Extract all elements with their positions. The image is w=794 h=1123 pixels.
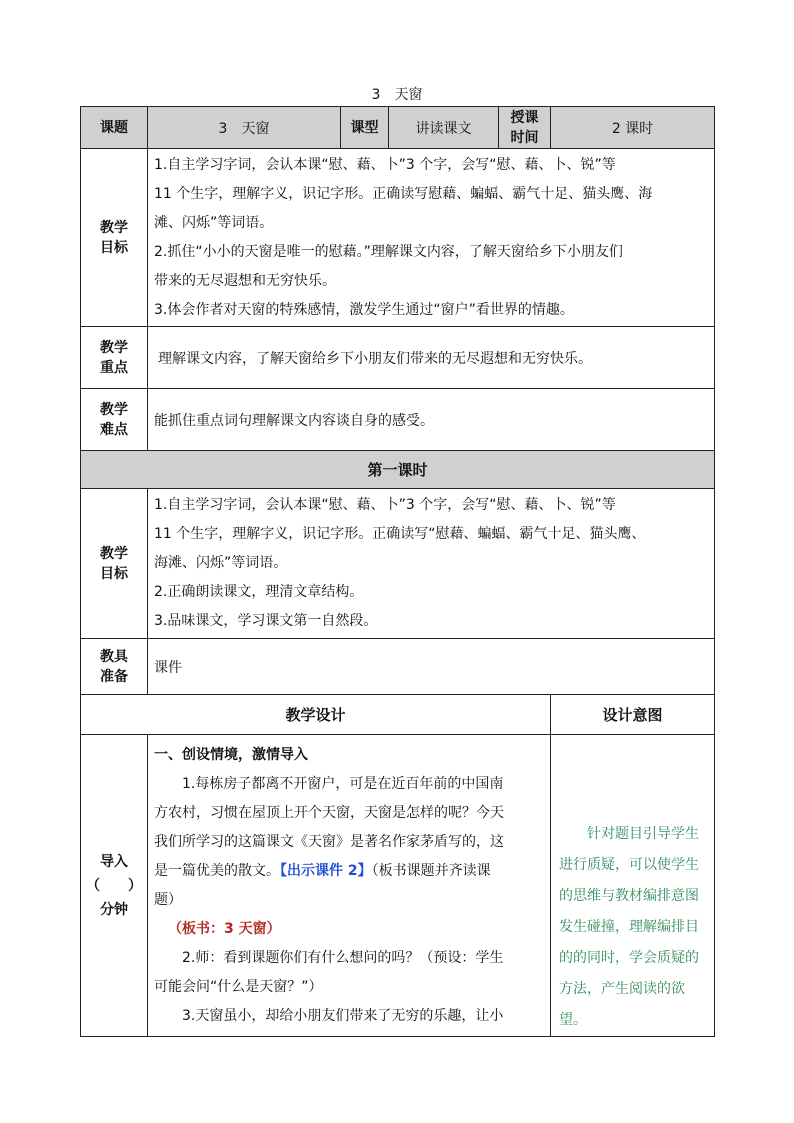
intent-line: 意图发生碰撞，理解编	[559, 888, 699, 935]
paragraph-text: 是一篇优美的散文。	[154, 863, 280, 879]
difficulties-label	[81, 389, 148, 451]
goal-line: 1.自主学习字词，会认本课“慰、藉、卜”3 个字，会写“慰、藉、卜、锐”等	[154, 156, 616, 173]
lesson-goals-label	[81, 489, 148, 639]
lesson-goals-row	[81, 489, 715, 639]
intent-line: 生的思维与教材编排	[559, 857, 699, 904]
intro-label-line-1: 导入	[100, 853, 128, 870]
paragraph-line: 1.每栋房子都离不开窗户，可是在近百年前的中国南	[182, 776, 504, 792]
paragraph-line: 题）	[154, 892, 182, 908]
difficulties-text: 能抓住重点词句理解课文内容谈自身的感受。	[148, 389, 715, 451]
lesson-goal-line: 2.正确朗读课文，理清文章结构。	[154, 584, 364, 600]
design-header: 教学设计	[81, 695, 551, 735]
intent-line: 生进行质疑，可以使学	[559, 826, 699, 873]
first-lesson-heading: 第一课时	[81, 451, 715, 489]
difficulties-row	[81, 389, 715, 451]
intent-header: 设计意图	[551, 695, 715, 735]
lesson-goal-line: 11 个生字，理解字义，识记字形。正确读写“慰藉、蝙蝠、霸气十足、猫头鹰、	[154, 526, 646, 542]
intent-line: 针对题目引导学	[587, 826, 685, 842]
topic-label: 课题	[81, 107, 148, 149]
goal-line: 11 个生字，理解字义，识记字形。正确读写慰藉、蝙蝠、霸气十足、猫头鹰、海	[154, 185, 653, 202]
intent-text	[559, 819, 710, 1036]
first-lesson-row	[81, 451, 715, 489]
tools-label-line-1: 教具	[100, 648, 128, 665]
time-value: 2 课时	[551, 107, 715, 149]
key-points-label-line-2: 重点	[100, 359, 128, 376]
difficulties-label-line-1: 教学	[100, 401, 128, 418]
lesson-goal-line: 1.自主学习字词，会认本课“慰、藉、卜”3 个字，会写“慰、藉、卜、锐”等	[154, 497, 616, 513]
intro-content	[148, 735, 551, 1037]
goals-label	[81, 149, 148, 327]
goals-content	[148, 149, 715, 327]
tools-row	[81, 639, 715, 695]
key-points-label-line-1: 教学	[100, 339, 128, 356]
paragraph-line: 3.天窗虽小，却给小朋友们带来了无穷的乐趣，让小	[182, 1008, 504, 1024]
paragraph-line: 我们所学习的这篇课文《天窗》是著名作家茅盾写的，这	[154, 834, 504, 850]
type-label: 课型	[341, 107, 389, 149]
type-value: 讲读课文	[389, 107, 499, 149]
key-points-row	[81, 327, 715, 389]
goal-line: 带来的无尽遐想和无穷快乐。	[154, 272, 336, 289]
goals-label-line-1: 教学	[100, 219, 128, 236]
paragraph-text: （板书课题并齐读课	[371, 863, 491, 879]
board-note: （板书：3 天窗）	[168, 921, 281, 937]
courseware-marker: 【出示课件 2】	[280, 863, 372, 879]
goal-line: 3.体会作者对天窗的特殊感情，激发学生通过“窗户”看世界的情趣。	[154, 301, 574, 318]
time-label-line-2: 时间	[510, 129, 539, 146]
lesson-plan-table	[80, 106, 715, 1037]
intent-notes	[551, 735, 715, 1037]
tools-label	[81, 639, 148, 695]
key-points-text: 理解课文内容，了解天窗给乡下小朋友们带来的无尽遐想和无穷快乐。	[148, 327, 715, 389]
document-title: 3 天窗	[371, 87, 423, 103]
lesson-goal-line: 3.品味课文，学习课文第一自然段。	[154, 613, 378, 629]
time-label	[499, 107, 551, 149]
intent-line: 排目的的同时，学会质	[559, 919, 699, 966]
intro-label	[81, 735, 148, 1037]
intent-line: 疑的方法，产生阅读的	[559, 950, 699, 997]
design-header-row	[81, 695, 715, 735]
time-label-line-1: 授课	[510, 109, 539, 126]
goals-row	[81, 149, 715, 327]
paragraph-line: 方农村，习惯在屋顶上开个天窗，天窗是怎样的呢？今天	[154, 805, 504, 821]
lesson-goals-content	[148, 489, 715, 639]
lesson-goals-label-line-1: 教学	[100, 545, 128, 562]
tools-label-line-2: 准备	[100, 668, 128, 685]
header-row	[81, 107, 715, 149]
goal-line: 2.抓住“小小的天窗是唯一的慰藉。”理解课文内容，了解天窗给乡下小朋友们	[154, 243, 623, 260]
key-points-label	[81, 327, 148, 389]
intro-row	[81, 735, 715, 1037]
paragraph-line: 2.师：看到课题你们有什么想问的吗？（预设：学生	[182, 950, 504, 966]
section-title: 一、创设情境，激情导入	[154, 747, 308, 763]
tools-value: 课件	[148, 639, 715, 695]
topic-value: 3 天窗	[148, 107, 341, 149]
difficulties-label-line-2: 难点	[100, 421, 128, 438]
lesson-goal-line: 海滩、闪烁”等词语。	[154, 555, 288, 571]
lesson-goals-label-line-2: 目标	[100, 565, 128, 582]
intro-label-line-2: （ ）	[86, 877, 142, 894]
paragraph-line	[154, 857, 544, 886]
goals-label-line-2: 目标	[100, 239, 128, 256]
intent-line: 欲望。	[559, 981, 685, 1028]
paragraph-line: 可能会问“什么是天窗？”）	[154, 979, 323, 995]
intro-label-line-3: 分钟	[100, 901, 128, 918]
goal-line: 滩、闪烁”等词语。	[154, 214, 274, 231]
